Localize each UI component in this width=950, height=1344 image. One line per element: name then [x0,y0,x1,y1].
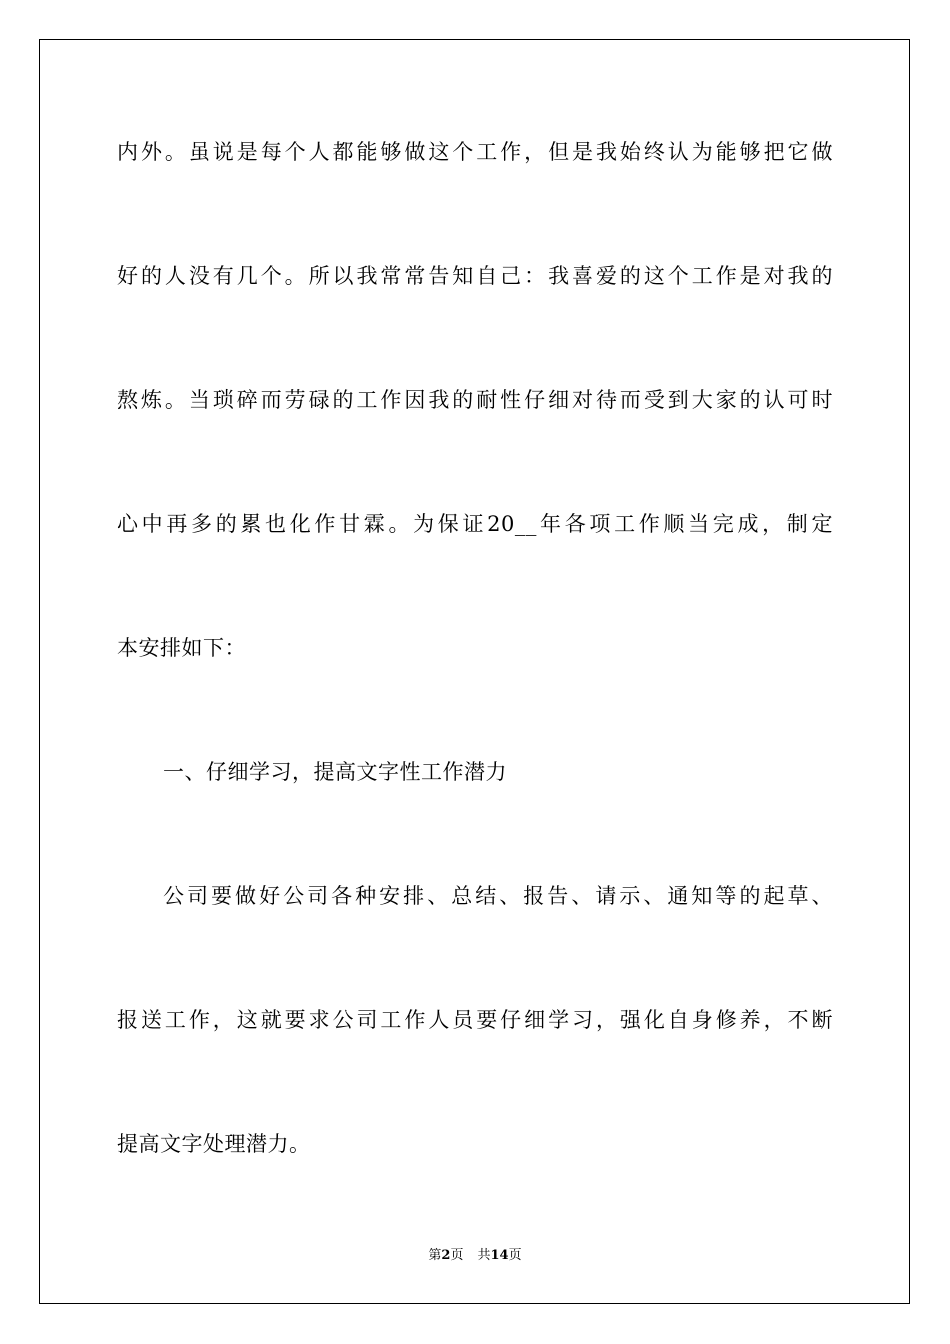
footer-total-pages: 14 [490,1248,509,1263]
footer-total-suffix: 页 [508,1248,522,1263]
paragraph-line-8: 报送工作，这就要求公司工作人员要仔细学习，强化自身修养，不断 [117,1008,833,1032]
paragraph-line-4: 心中再多的累也化作甘霖。为保证20__年各项工作顺当完成，制定 [117,512,833,536]
footer-page-prefix: 第 [428,1248,442,1263]
paragraph-line-7: 公司要做好公司各种安排、总结、报告、请示、通知等的起草、 [163,884,833,908]
footer-total-prefix: 共 [477,1248,491,1263]
paragraph-line-1: 内外。虽说是每个人都能够做这个工作，但是我始终认为能够把它做 [117,140,833,164]
section-heading: 一、仔细学习，提高文字性工作潜力 [163,760,507,784]
footer-current-page: 2 [441,1248,451,1263]
paragraph-line-3: 熬炼。当琐碎而劳碌的工作因我的耐性仔细对待而受到大家的认可时 [117,388,833,412]
page-footer [0,1247,950,1265]
paragraph-line-5: 本安排如下： [117,636,246,660]
page-border [39,39,910,1304]
paragraph-line-2: 好的人没有几个。所以我常常告知自己：我喜爱的这个工作是对我的 [117,264,833,288]
paragraph-line-9: 提高文字处理潜力。 [117,1132,311,1156]
footer-page-suffix: 页 [450,1248,464,1263]
